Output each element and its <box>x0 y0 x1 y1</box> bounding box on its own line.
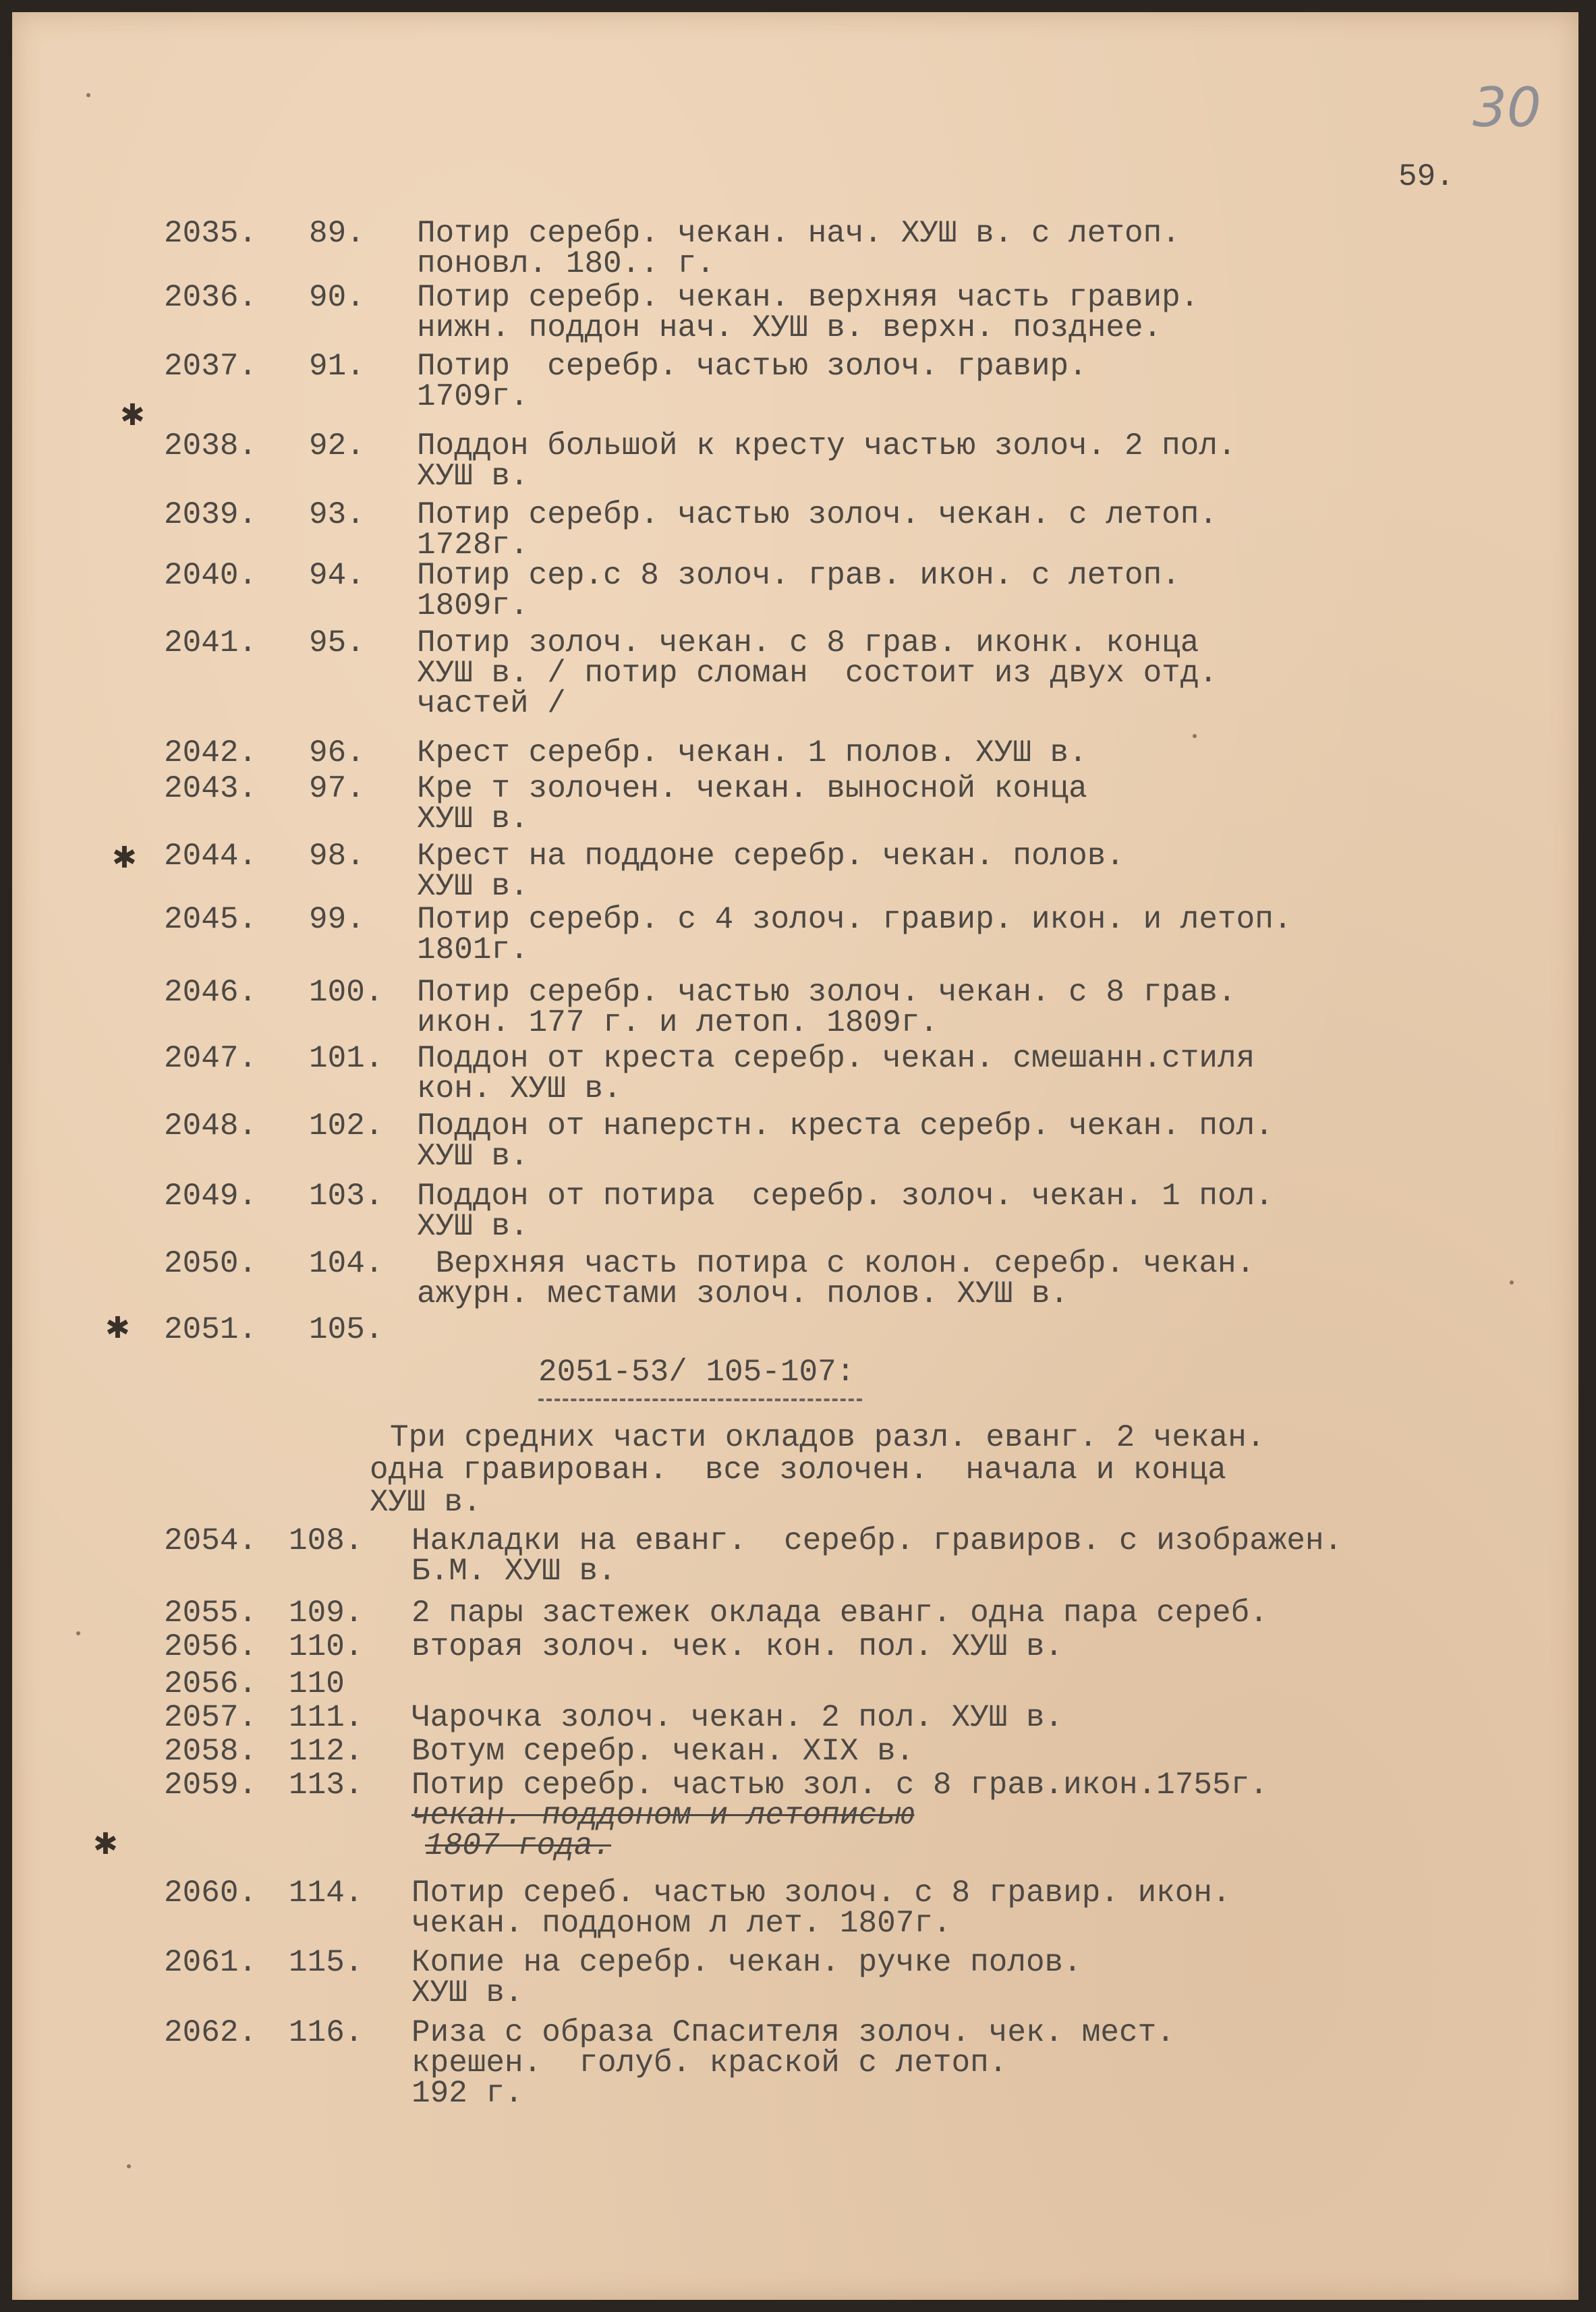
inventory-number: 2055. <box>164 1596 258 1631</box>
item-description-line: ХУШ в. <box>417 801 529 837</box>
museum-number: 95. <box>309 625 365 660</box>
group-description-line: ХУШ в. <box>370 1485 482 1520</box>
inventory-number: 2046. <box>164 975 258 1010</box>
museum-number: 93. <box>309 497 365 532</box>
item-description-line: кон. ХУШ в. <box>417 1071 622 1106</box>
museum-number: 103. <box>309 1179 384 1214</box>
inventory-number: 2045. <box>164 902 258 937</box>
item-description-line: Крест на поддоне серебр. чекан. полов. <box>417 839 1124 874</box>
margin-ink-blot: ✱ <box>112 841 137 875</box>
paper-speck <box>86 93 90 97</box>
inventory-number: 2062. <box>164 2015 258 2050</box>
inventory-number: 2037. <box>164 349 258 384</box>
page-number: 59. <box>1398 159 1454 194</box>
item-description-line: Потир серебр. чекан. верхняя часть гравир. <box>417 280 1199 315</box>
museum-number: 92. <box>309 428 365 463</box>
inventory-number: 2054. <box>164 1523 258 1558</box>
museum-number: 113. <box>289 1768 364 1803</box>
item-description-line: Поддон от креста серебр. чекан. смешанн.стиля <box>417 1041 1255 1076</box>
museum-number: 97. <box>309 771 365 806</box>
item-description-line: частей / <box>417 686 566 721</box>
museum-number: 100. <box>309 975 384 1010</box>
museum-number: 104. <box>309 1246 384 1281</box>
inventory-number: 2059. <box>164 1768 258 1803</box>
museum-number: 96. <box>309 735 365 770</box>
margin-ink-blot: ✱ <box>120 398 145 432</box>
struck-through-line: чекан. поддоном и летописью <box>411 1798 915 1833</box>
item-description-line: ажурн. местами золоч. полов. ХУШ в. <box>417 1276 1069 1312</box>
museum-number: 101. <box>309 1041 384 1076</box>
item-description-line: Потир серебр. частью золоч. чекан. с летоп. <box>417 497 1218 532</box>
item-description-line: вторая золоч. чек. кон. пол. ХУШ в. <box>411 1629 1064 1664</box>
inventory-number: 2048. <box>164 1108 258 1144</box>
item-description-line: ХУШ в. <box>417 1209 529 1244</box>
museum-number: 98. <box>309 839 365 874</box>
inventory-number: 2056. <box>164 1666 258 1701</box>
inventory-number: 2047. <box>164 1041 258 1076</box>
paper-speck <box>76 1631 80 1635</box>
museum-number: 108. <box>289 1523 364 1558</box>
item-description-line: Потир сереб. частью золоч. с 8 гравир. икон. <box>411 1876 1231 1911</box>
margin-ink-blot: ✱ <box>93 1827 118 1861</box>
museum-number: 102. <box>309 1108 384 1144</box>
item-description-line: 2 пары застежек оклада еванг. одна пара сереб. <box>411 1596 1268 1631</box>
museum-number: 115. <box>289 1945 364 1980</box>
paper-speck <box>127 2164 131 2168</box>
item-description-line: Потир серебр. частью золоч. чекан. с 8 грав. <box>417 975 1236 1010</box>
struck-through-line: 1807 года. <box>425 1828 612 1863</box>
museum-number: 91. <box>309 349 365 384</box>
item-description-line: 192 г. <box>411 2076 523 2111</box>
item-description-line: ХУШ в. / потир сломан состоит из двух отд. <box>417 656 1218 691</box>
museum-number: 99. <box>309 902 365 937</box>
inventory-number: 2043. <box>164 771 258 806</box>
group-heading-underline <box>538 1399 862 1401</box>
museum-number: 105. <box>309 1312 384 1347</box>
item-description-line: Накладки на еванг. серебр. гравиров. с изображен. <box>411 1523 1343 1558</box>
inventory-number: 2061. <box>164 1945 258 1980</box>
inventory-number: 2044. <box>164 839 258 874</box>
group-description-line: Три средних части окладов разл. еванг. 2 чекан. <box>390 1420 1265 1455</box>
inventory-number: 2040. <box>164 558 258 593</box>
inventory-number: 2049. <box>164 1179 258 1214</box>
item-description-line: 1809г. <box>417 588 529 623</box>
item-description-line: Кре т золочен. чекан. выносной конца <box>417 771 1087 806</box>
item-description-line: крешен. голуб. краской с летоп. <box>411 2046 1008 2081</box>
museum-number: 110 <box>289 1666 345 1701</box>
item-description-line: 1709г. <box>417 379 529 414</box>
group-heading: 2051-53/ 105-107: <box>538 1355 855 1390</box>
item-description-line: Потир сер.с 8 золоч. грав. икон. с летоп. <box>417 558 1180 593</box>
item-description-line: Крест серебр. чекан. 1 полов. ХУШ в. <box>417 735 1087 770</box>
museum-number: 109. <box>289 1596 364 1631</box>
item-description-line: нижн. поддон нач. ХУШ в. верхн. позднее. <box>417 310 1162 345</box>
item-description-line: Копие на серебр. чекан. ручке полов. <box>411 1945 1082 1980</box>
item-description-line: Потир золоч. чекан. с 8 грав. иконк. конца <box>417 625 1199 660</box>
item-description-line: Потир серебр. чекан. нач. ХУШ в. с летоп. <box>417 216 1180 251</box>
museum-number: 112. <box>289 1734 364 1769</box>
pencil-folio-number: 30 <box>1473 76 1541 139</box>
item-description-line: ХУШ в. <box>417 459 529 494</box>
item-description-line: чекан. поддоном л лет. 1807г. <box>411 1906 952 1941</box>
item-description-line: поновл. 180.. г. <box>417 246 715 281</box>
item-description-line: Потир серебр. с 4 золоч. гравир. икон. и летоп. <box>417 902 1292 937</box>
item-description-line: икон. 177 г. и летоп. 1809г. <box>417 1005 938 1040</box>
document-sheet <box>12 12 1578 2300</box>
item-description-line: Поддон большой к кресту частью золоч. 2 пол. <box>417 428 1236 463</box>
museum-number: 94. <box>309 558 365 593</box>
margin-ink-blot: ✱ <box>105 1311 130 1345</box>
item-description-line: Поддон от потира серебр. золоч. чекан. 1 пол. <box>417 1179 1274 1214</box>
museum-number: 114. <box>289 1876 364 1911</box>
museum-number: 89. <box>309 216 365 251</box>
inventory-number: 2036. <box>164 280 258 315</box>
item-description-line: 1728г. <box>417 528 529 563</box>
item-description-line: Риза с образа Спасителя золоч. чек. мест. <box>411 2015 1175 2050</box>
item-description-line: Б.М. ХУШ в. <box>411 1554 617 1589</box>
inventory-number: 2039. <box>164 497 258 532</box>
item-description-line: Верхняя часть потира с колон. серебр. чекан. <box>417 1246 1255 1281</box>
inventory-number: 2042. <box>164 735 258 770</box>
inventory-number: 2038. <box>164 428 258 463</box>
item-description-line: Потир серебр. частью зол. с 8 грав.икон.1755г. <box>411 1768 1268 1803</box>
museum-number: 116. <box>289 2015 364 2050</box>
item-description-line: ХУШ в. <box>411 1975 523 2010</box>
group-description-line: одна гравирован. все золочен. начала и конца <box>370 1453 1226 1488</box>
item-description-line: Чарочка золоч. чекан. 2 пол. ХУШ в. <box>411 1700 1064 1735</box>
inventory-number: 2035. <box>164 216 258 251</box>
paper-speck <box>1510 1280 1514 1285</box>
inventory-number: 2050. <box>164 1246 258 1281</box>
item-description-line: Потир серебр. частью золоч. гравир. <box>417 349 1087 384</box>
inventory-number: 2051. <box>164 1312 258 1347</box>
inventory-number: 2057. <box>164 1700 258 1735</box>
inventory-number: 2041. <box>164 625 258 660</box>
item-description-line: Поддон от наперстн. креста серебр. чекан. пол. <box>417 1108 1274 1144</box>
inventory-number: 2060. <box>164 1876 258 1911</box>
museum-number: 110. <box>289 1629 364 1664</box>
museum-number: 90. <box>309 280 365 315</box>
item-description-line: Вотум серебр. чекан. XIX в. <box>411 1734 915 1769</box>
item-description-line: ХУШ в. <box>417 869 529 904</box>
inventory-number: 2056. <box>164 1629 258 1664</box>
item-description-line: 1801г. <box>417 932 529 967</box>
inventory-number: 2058. <box>164 1734 258 1769</box>
museum-number: 111. <box>289 1700 364 1735</box>
paper-speck <box>1193 734 1197 738</box>
item-description-line: ХУШ в. <box>417 1139 529 1174</box>
